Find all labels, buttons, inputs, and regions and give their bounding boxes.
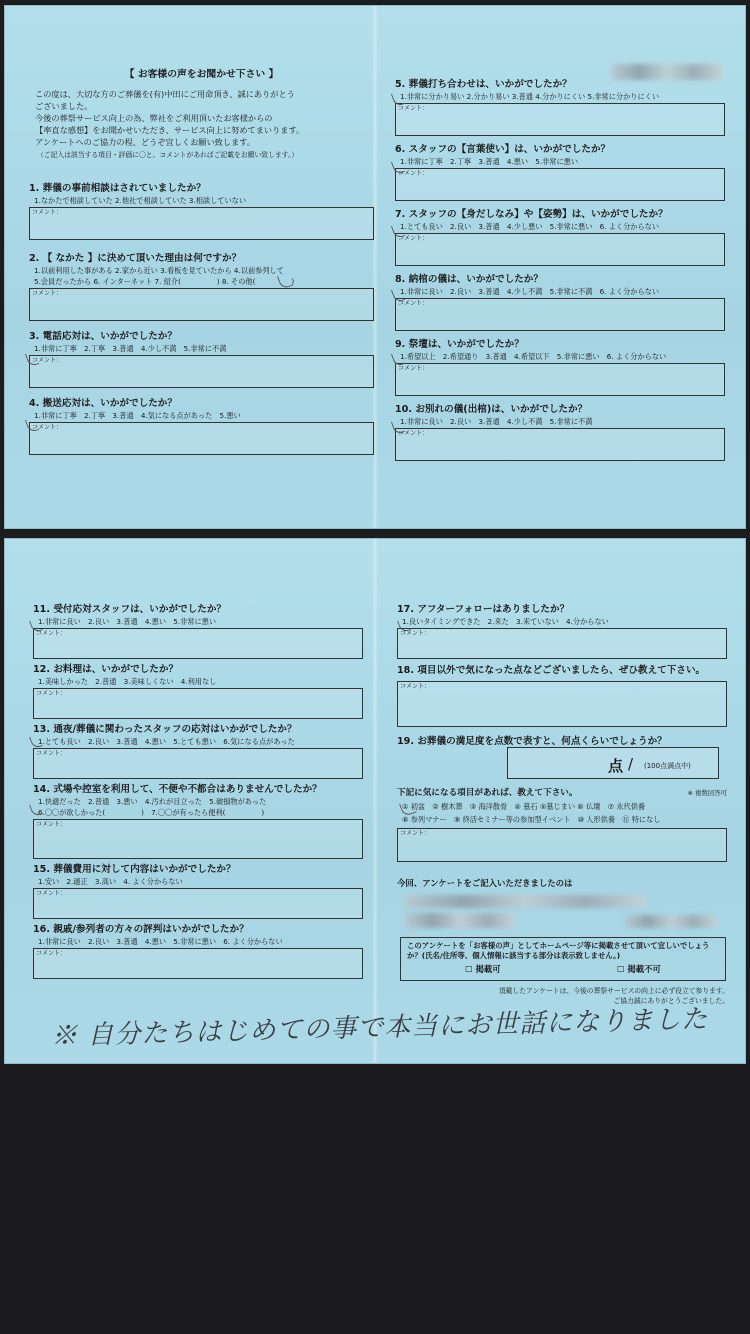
question-6 [395, 143, 725, 201]
question-options: 6.〇〇が欲しかった( ) 7.〇〇が有ったら便利( ) [38, 808, 265, 817]
survey-title: 【 お客様の声をお聞かせ下さい 】 [124, 69, 279, 80]
question-title: 13. 通夜/葬儀に関わったスタッフの応対はいかがでしたか？ [33, 724, 297, 735]
interests-header [397, 787, 727, 800]
question-options: 1.安い 2.適正 3.高い 4. よく分からない [38, 877, 183, 886]
comment-label: コメント： [36, 950, 67, 957]
question-title: 17. アフターフォローはありましたか？ [397, 604, 570, 615]
question-10 [395, 403, 725, 461]
comment-label: コメント： [32, 424, 63, 431]
comment-label: コメント： [398, 300, 429, 307]
closing-line: ご協力誠にありがとうございました。 [613, 997, 729, 1005]
question-options: 1.非常に良い 2.良い 3.普通 4.少し不満 5.非常に不満 6. よく分からない [400, 287, 660, 296]
question-title: 5. 葬儀打ち合わせは、いかがでしたか？ [395, 79, 572, 90]
question-title: 18. 項目以外で気になった点などございましたら、ぜひ教えて下さい。 [397, 665, 706, 676]
question-options: 1.美味しかった 2.普通 3.美味しくない 4.利用なし [38, 677, 217, 686]
interests-options: ① 初盆 ② 樹木葬 ③ 海洋散骨 ④ 墓石 ⑤墓じまい ⑥ 仏壇 ⑦ 永代供養 [402, 802, 646, 811]
intro-line: アンケートへのご協力の程、どうぞ宜しくお願い致します。 [35, 137, 255, 147]
question-options: 1.以前利用した事がある 2.家から近い 3.看板を見ていたから 4.以前参列して [34, 266, 284, 275]
interests-multi-note: ※ 複数回答可 [687, 789, 727, 797]
consent-no-checkbox[interactable]: ☐ 掲載不可 [616, 964, 661, 974]
comment-box[interactable] [33, 819, 363, 859]
question-options: 1.非常に良い 2.良い 3.普通 4.悪い 5.非常に悪い 6. よく分からない [38, 937, 283, 946]
comment-box[interactable] [29, 288, 374, 321]
question-18 [397, 664, 727, 727]
comment-label: コメント： [36, 890, 67, 897]
question-title: 2. 【 なかた 】に決めて頂いた理由は何ですか？ [29, 253, 242, 264]
question-options: 1.良いタイミングできた 2.来た 3.来ていない 4.分からない [402, 617, 609, 626]
intro-note: （ご記入は該当する項目・評価に〇と、コメントがあればご記載をお願い致します。） [37, 151, 299, 159]
page1-left-column [29, 68, 374, 455]
question-options: 1.とても良い 2.良い 3.普通 4.悪い 5.とても悪い 6.気になる点があった [38, 737, 295, 746]
intro-line: 今後の葬祭サービス向上の為、弊社をご利用頂いたお客様からの [35, 113, 273, 123]
comment-box[interactable] [33, 948, 363, 979]
question-title: 6. スタッフの【言葉使い】は、いかがでしたか？ [395, 144, 611, 155]
comment-label: コメント： [398, 430, 429, 437]
redacted-area [625, 915, 717, 928]
question-7 [395, 208, 725, 266]
consent-yes-checkbox[interactable]: ☐ 掲載可 [465, 964, 501, 974]
page2-right-column [397, 603, 727, 748]
comment-label: コメント： [398, 170, 429, 177]
comment-label: コメント： [36, 690, 67, 697]
consent-options [407, 963, 719, 975]
comment-label: コメント： [398, 105, 429, 112]
comment-box[interactable] [33, 748, 363, 779]
comment-label: コメント： [32, 209, 63, 216]
question-2 [29, 252, 374, 321]
comment-box[interactable] [29, 422, 374, 455]
score-box[interactable] [507, 747, 719, 779]
closing-line: 頂戴したアンケートは、今後の葬祭サービスの向上に必ず役立て参ります。 [498, 987, 729, 995]
question-9 [395, 338, 725, 396]
question-title: 1. 葬儀の事前相談はされていましたか？ [29, 183, 206, 194]
comment-label: コメント： [32, 357, 63, 364]
question-title: 12. お料理は、いかがでしたか？ [33, 664, 179, 675]
question-options: 1.なかたで相談していた 2.他社で相談していた 3.相談していない [34, 196, 247, 205]
interests-section [397, 787, 727, 862]
comment-label: コメント： [36, 821, 67, 828]
question-12 [33, 663, 363, 719]
comment-box[interactable] [33, 688, 363, 719]
respondent-label: 今回、アンケートをご記入いただきましたのは [397, 878, 573, 888]
question-1 [29, 182, 374, 240]
question-options: 1.非常に良い 2.良い 3.普通 4.少し不満 5.非常に不満 [400, 417, 593, 426]
consent-box [400, 937, 726, 981]
question-5 [395, 78, 725, 136]
question-title: 3. 電話応対は、いかがでしたか？ [29, 331, 177, 342]
question-options: 1.非常に丁寧 2.丁寧 3.普通 4.少し不満 5.非常に不満 [34, 344, 227, 353]
comment-label: コメント： [36, 630, 67, 637]
comment-box[interactable] [397, 828, 727, 862]
interests-options: ⑧ 参列マナー ⑨ 終活セミナー等の参加型イベント ⑩ 人形供養 ⑪ 特になし [402, 815, 661, 824]
question-16 [33, 923, 363, 979]
question-options: 1.非常に丁寧 2.丁寧 3.普通 4.気になる点があった 5.悪い [34, 411, 241, 420]
question-options: 1.非常に良い 2.良い 3.普通 4.悪い 5.非常に悪い [38, 617, 217, 626]
question-17 [397, 603, 727, 659]
question-title: 10. お別れの儀(出棺)は、いかがでしたか？ [395, 404, 588, 415]
question-options: 5.会員だったから 6. インターネット 7. 紹介( ) 8. その他( ) [34, 277, 295, 286]
comment-label: コメント： [400, 630, 431, 637]
comment-box[interactable] [33, 888, 363, 919]
question-title: 9. 祭壇は、いかがでしたか？ [395, 339, 524, 350]
consent-question: このアンケートを「お客様の声」としてホームページ等に掲載させて頂いて宜しいでしょうか？(氏名/住所等、個人情報に該当する部分は表示致しません。) [407, 941, 710, 960]
question-options: 1.非常に丁寧 2.丁寧 3.普通 4.悪い 5.非常に悪い [400, 157, 579, 166]
comment-box[interactable] [29, 207, 374, 240]
question-options: 1.希望以上 2.希望通り 3.普通 4.希望以下 5.非常に悪い 6. よく分からない [400, 352, 667, 361]
comment-box[interactable] [395, 298, 725, 331]
page1-right-column [395, 78, 725, 461]
survey-page-2 [4, 538, 746, 1064]
redacted-area [405, 895, 645, 908]
question-8 [395, 273, 725, 331]
question-title: 8. 納棺の儀は、いかがでしたか？ [395, 274, 543, 285]
intro-line: ございました。 [35, 101, 93, 111]
question-title: 4. 搬送応対は、いかがでしたか？ [29, 398, 177, 409]
interests-title: 下記に気になる項目があれば、教えて下さい。 [397, 788, 578, 798]
question-title: 7. スタッフの【身だしなみ】や【姿勢】は、いかがでしたか？ [395, 209, 668, 220]
question-title: 19. お葬儀の満足度を点数で表すと、何点くらいでしょうか？ [397, 736, 667, 747]
comment-label: コメント： [36, 750, 67, 757]
comment-box[interactable] [33, 628, 363, 659]
handwritten-note: ※ 自分たちはじめての事で本当にお世話になりました [50, 1004, 709, 1052]
score-unit-label: 点 [608, 757, 624, 775]
question-title: 11. 受付応対スタッフは、いかがでしたか？ [33, 604, 227, 615]
question-title: 14. 式場や控室を利用して、不便や不都合はありませんでしたか？ [33, 784, 322, 795]
score-suffix: (100点満点中) [644, 762, 691, 770]
question-title: 15. 葬儀費用に対して内容はいかがでしたか？ [33, 864, 236, 875]
comment-box[interactable] [395, 428, 725, 461]
redacted-area [405, 913, 515, 928]
question-3 [29, 330, 374, 388]
question-title: 16. 親戚/参列者の方々の評判はいかがでしたか？ [33, 924, 249, 935]
question-11 [33, 603, 363, 659]
question-options: 1.非常に分かり易い 2.分かり易い 3.普通 4.分かりにくい 5.非常に分かりにくい [400, 92, 660, 101]
comment-box[interactable] [395, 233, 725, 266]
comment-box[interactable] [397, 681, 727, 727]
intro-line: 【率直な感想】をお聞かせいただき、サービス向上に努めてまいります。 [35, 125, 305, 135]
comment-label: コメント： [32, 290, 63, 297]
comment-box[interactable] [395, 168, 725, 201]
comment-label: コメント： [400, 830, 431, 837]
intro-line: この度は、大切な方のご葬儀を(有)中田にご用命頂き、誠にありがとう [35, 89, 295, 99]
respondent-section [397, 877, 727, 890]
comment-label: コメント： [400, 683, 431, 690]
question-14 [33, 783, 363, 859]
comment-box[interactable] [397, 628, 727, 659]
intro-text [29, 88, 374, 148]
survey-page-1 [4, 5, 746, 529]
comment-box[interactable] [395, 103, 725, 136]
question-options: 1.とても良い 2.良い 3.普通 4.少し悪い 5.非常に悪い 6. よく分からない [400, 222, 660, 231]
comment-label: コメント： [398, 235, 429, 242]
question-13 [33, 723, 363, 779]
comment-box[interactable] [395, 363, 725, 396]
page2-left-column [33, 603, 363, 979]
score-slash: / [628, 755, 634, 773]
question-options: 1.快適だった 2.普通 3.悪い 4.汚れが目立った 5.破損物があった [38, 797, 267, 806]
question-4 [29, 397, 374, 455]
comment-label: コメント： [398, 365, 429, 372]
comment-box[interactable] [29, 355, 374, 388]
question-15 [33, 863, 363, 919]
